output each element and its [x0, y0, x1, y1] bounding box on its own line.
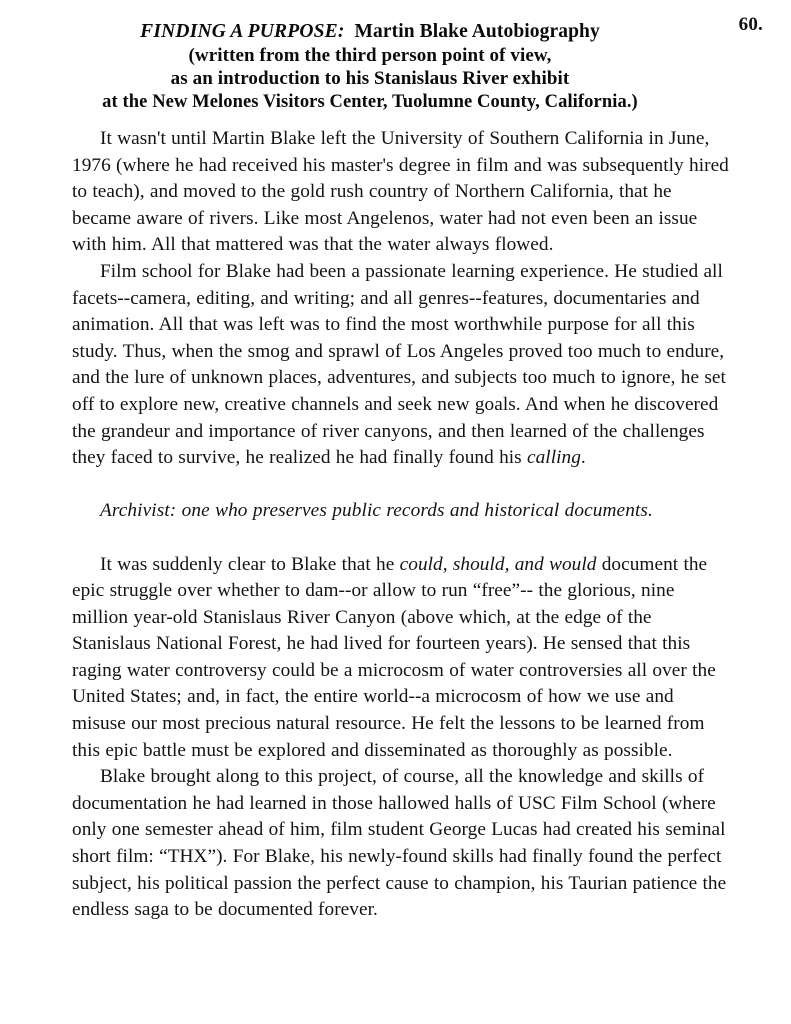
paragraph-4: [72, 764, 732, 924]
paragraph-3-text-b: document the epic struggle over whether to dam--or allow to run “free”-- the glorious, nine million year-old Stanislaus River Canyon (above which, at the edge of the Stanislaus National Forest, he had lived for fourteen years). He sensed that this raging water controversy could be a microcosm of water controversies all over the United States; and, in fact, the entire world--a microcosm of how we use and misuse our most precious natural resource. He felt the lessons to be learned from this epic battle must be explored and disseminated as thoroughly as possible.: [72, 553, 716, 761]
page-title-block: [70, 20, 670, 114]
paragraph-3: [72, 552, 732, 765]
paragraph-2: [72, 259, 732, 472]
title-line-1: [70, 20, 670, 44]
page-number: 60.: [738, 14, 763, 35]
paragraph-3-text-a: It was suddenly clear to Blake that he: [100, 553, 400, 575]
paragraph-2-emphasis: calling: [527, 447, 581, 469]
title-subject: Martin Blake Autobiography: [354, 21, 600, 42]
paragraph-2-text-b: .: [580, 447, 586, 469]
definition-text: one who preserves public records and historical documents.: [176, 500, 653, 522]
definition-term: Archivist:: [100, 500, 177, 522]
spacer-above-definition: [72, 472, 732, 499]
title-line-4: at the New Melones Visitors Center, Tuolumne County, California.): [102, 91, 638, 112]
paragraph-1: [72, 126, 732, 259]
definition-line: [72, 498, 732, 525]
spacer-below-definition: [72, 525, 732, 552]
paragraph-4-text: Blake brought along to this project, of course, all the knowledge and skills of documentation he had learned in those hallowed halls of USC Film School (where only one semester ahead of him, film student George Lucas had created his seminal short film: “THX”). For Blake, his newly-found skills had finally found the perfect subject, his political passion the perfect cause to champion, his Taurian patience the endless saga to be documented forever.: [72, 766, 727, 921]
paragraph-3-emphasis: could, should, and would: [399, 553, 597, 575]
title-emphasis: FINDING A PURPOSE:: [140, 21, 345, 42]
title-line-3: as an introduction to his Stanislaus River exhibit: [170, 68, 570, 89]
paragraph-1-text: It wasn't until Martin Blake left the University of Southern California in June, 1976 (where he had received his master's degree in film and was subsequently hired to teach), and moved to the gold rush country of Northern California, that he became aware of rivers. Like most Angelenos, water had not even been an issue with him. All that mattered was that the water always flowed.: [72, 128, 729, 256]
paragraph-2-text-a: Film school for Blake had been a passionate learning experience. He studied all facets--camera, editing, and writing; and all genres--features, documentaries and animation. All that was left was to find the most worthwhile purpose for all this study. Thus, when the smog and sprawl of Los Angeles proved too much to endure, and the lure of unknown places, adventures, and subjects too much to ignore, he set off to explore new, creative channels and seek new goals. And when he discovered the grandeur and importance of river canyons, and then learned of the challenges they faced to survive, he realized he had finally found his: [72, 260, 726, 469]
title-line-2: (written from the third person point of view,: [188, 44, 552, 66]
body-text: [72, 126, 732, 924]
